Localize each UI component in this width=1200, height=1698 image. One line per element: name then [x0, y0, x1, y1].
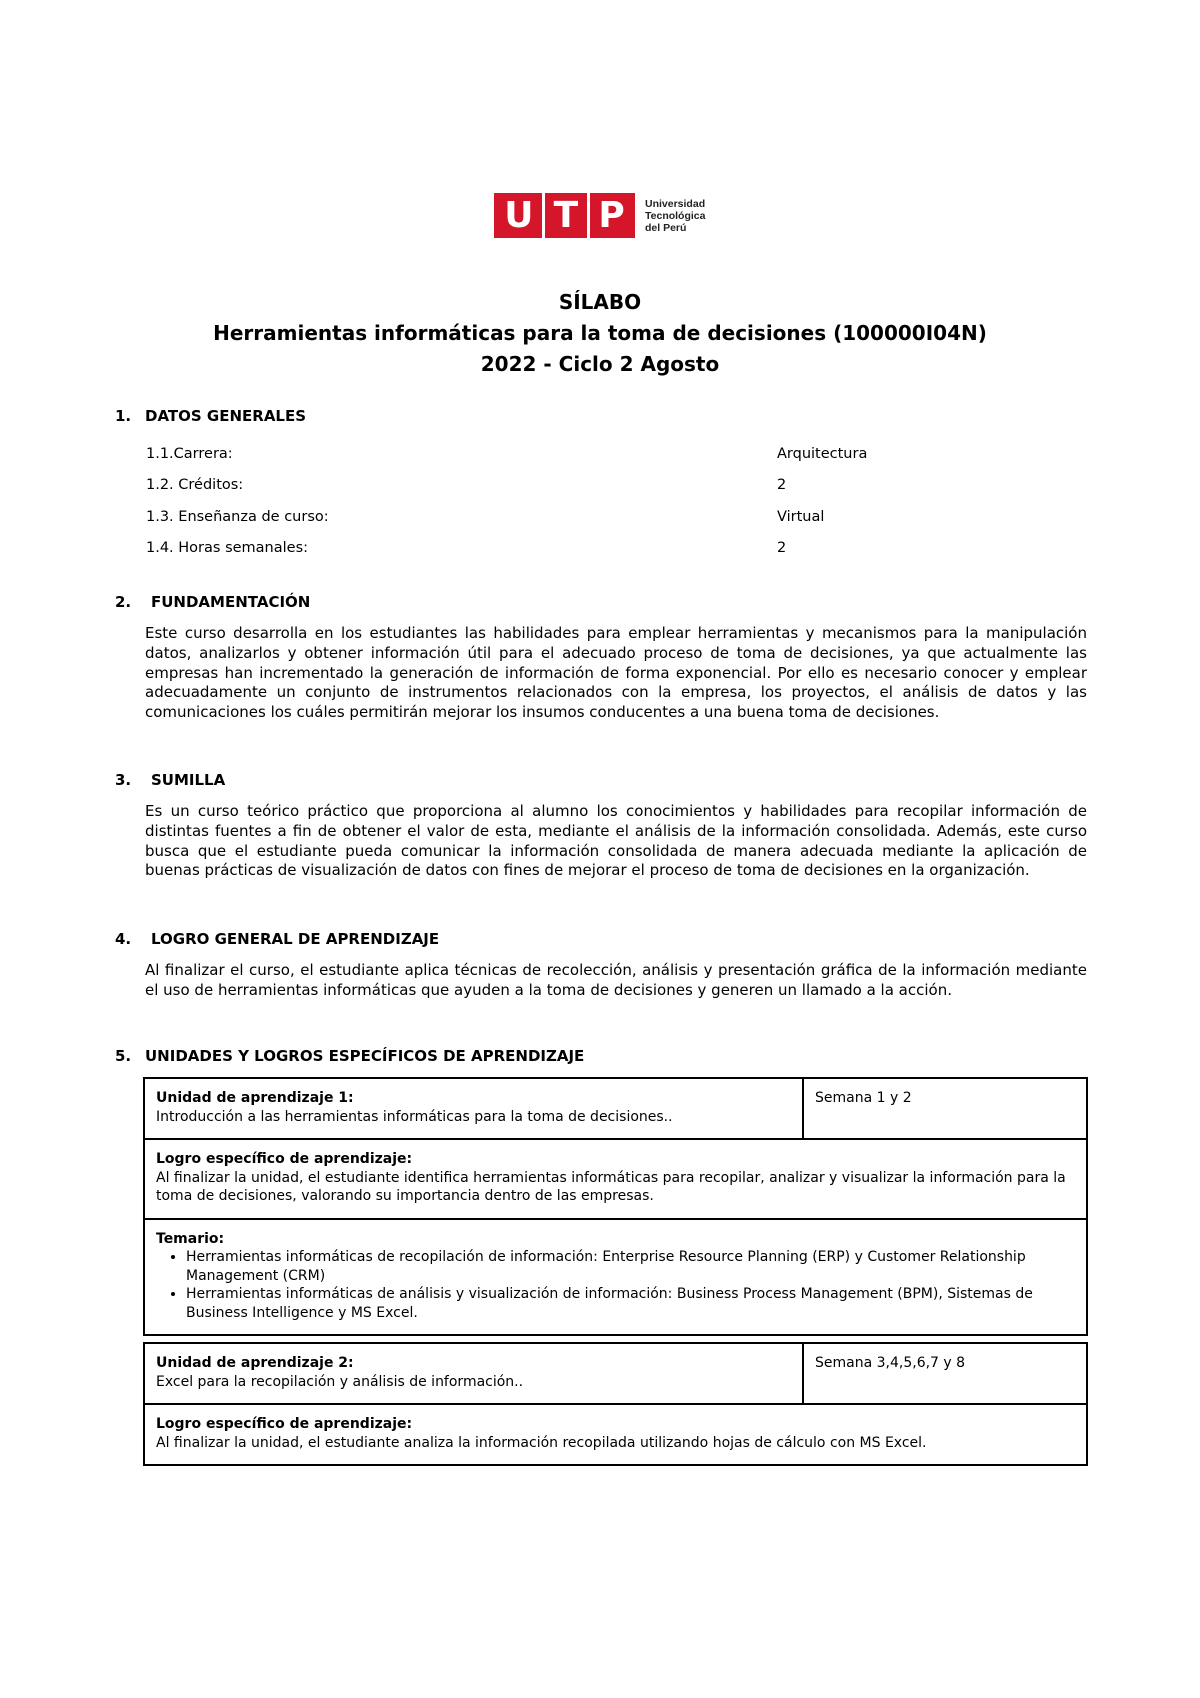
section-2-number: 2.: [115, 593, 132, 611]
section-3-heading: SUMILLA: [151, 771, 226, 789]
datos-creditos-value: 2: [777, 477, 787, 493]
unit-1-temario-label: Temario:: [156, 1230, 225, 1247]
course-period: 2022 - Ciclo 2 Agosto: [480, 352, 720, 376]
utp-logo: [494, 193, 705, 238]
logo-text-line: Universidad: [645, 197, 706, 210]
unit-1-temario-list: [156, 1248, 1075, 1322]
unit-2-weeks: Semana 3,4,5,6,7 y 8: [815, 1355, 966, 1371]
section-1-heading: DATOS GENERALES: [145, 407, 307, 425]
unit-1-weeks-cell: [803, 1078, 1087, 1139]
unit-1-title-cell: [144, 1078, 803, 1139]
logo-letter-u: U: [504, 195, 534, 236]
datos-carrera-value: Arquitectura: [777, 446, 868, 462]
fundamentacion-text: Este curso desarrolla en los estudiantes las habilidades para emplear herramientas y mecanismos para la manipulación datos, analizarlos y obtener información útil para el adecuado proceso de toma de decisiones, ya que actualmente las empresas han incrementado la generación de información de forma exponencial. Por ello es necesario conocer y emplear adecuadamente un conjunto de instrumentos relacionados con la empresa, los proyectos, el análisis de datos y las comunicaciones los cuáles permitirán mejorar los insumos conducentes a una buena toma de decisiones.: [145, 624, 1087, 722]
unit-2-name: Excel para la recopilación y análisis de información..: [156, 1373, 524, 1390]
logo-letter-t: T: [553, 195, 579, 236]
section-2-heading: FUNDAMENTACIÓN: [151, 593, 311, 611]
unit-2-logro-row: [144, 1404, 1087, 1465]
unit-1-logro-text: Al finalizar la unidad, el estudiante identifica herramientas informáticas para recopilar, analizar y visualizar la información para la toma de decisiones, valorando su importancia dentro de las empresas.: [156, 1169, 1066, 1204]
unit-1-temario-row: [144, 1219, 1087, 1336]
unit-2-title-cell: [144, 1343, 803, 1404]
datos-creditos-label: 1.2. Créditos:: [146, 477, 244, 493]
section-4-number: 4.: [115, 930, 132, 948]
unit-2-table: [143, 1342, 1088, 1466]
unit-1-weeks: Semana 1 y 2: [815, 1090, 912, 1106]
logo-text-line: Tecnológica: [645, 209, 706, 222]
document-header: [0, 287, 1200, 380]
section-1-number: 1.: [115, 407, 132, 425]
logo-letter-p: P: [598, 195, 625, 236]
temario-item: • Herramientas informáticas de análisis y visualización de información: Business Process Management (BPM), Sistemas de Business Intelligence y MS Excel.: [186, 1285, 1075, 1322]
logo-separator: [587, 193, 590, 238]
section-4-heading: LOGRO GENERAL DE APRENDIZAJE: [151, 930, 440, 948]
logro-general-text: Al finalizar el curso, el estudiante aplica técnicas de recolección, análisis y presentación gráfica de la información mediante el uso de herramientas informáticas que ayuden a la toma de decisiones y generen un llamado a la acción.: [145, 961, 1087, 999]
logo-text-line: del Perú: [645, 221, 687, 234]
datos-horas-label: 1.4. Horas semanales:: [146, 540, 309, 556]
unit-1-name: Introducción a las herramientas informáticas para la toma de decisiones..: [156, 1108, 673, 1125]
logo-wordmark: [645, 198, 705, 234]
unit-2-weeks-cell: [803, 1343, 1087, 1404]
section-3-number: 3.: [115, 771, 132, 789]
unit-1-label: Unidad de aprendizaje 1:: [156, 1090, 354, 1106]
section-5-number: 5.: [115, 1047, 132, 1065]
unit-1-table: [143, 1077, 1088, 1336]
logo-separator: [542, 193, 545, 238]
datos-ensenanza-label: 1.3. Enseñanza de curso:: [146, 509, 329, 525]
document-title: SÍLABO: [558, 290, 642, 314]
unit-2-logro-text: Al finalizar la unidad, el estudiante analiza la información recopilada utilizando hojas de cálculo con MS Excel.: [156, 1434, 927, 1451]
datos-horas-value: 2: [777, 540, 787, 556]
unit-2-logro-label: Logro específico de aprendizaje:: [156, 1416, 413, 1432]
sumilla-text: Es un curso teórico práctico que proporciona al alumno los conocimientos y habilidades para recopilar información de distintas fuentes a fin de obtener el valor de esta, mediante el análisis de la información consolidada. Además, este curso busca que el estudiante pueda comunicar la información consolidada de manera adecuada mediante la aplicación de buenas prácticas de visualización de datos con fines de mejorar el proceso de toma de decisiones en la organización.: [145, 802, 1087, 880]
unit-1-temario-cell: [144, 1219, 1087, 1336]
unit-1-logro-label: Logro específico de aprendizaje:: [156, 1151, 413, 1167]
unit-1-header-row: [144, 1078, 1087, 1139]
course-title: Herramientas informáticas para la toma de decisiones (100000I04N): [213, 321, 987, 345]
datos-ensenanza-value: Virtual: [777, 509, 825, 525]
unit-2-label: Unidad de aprendizaje 2:: [156, 1355, 354, 1371]
unit-1-logro-row: [144, 1139, 1087, 1219]
unit-1-logro-cell: [144, 1139, 1087, 1219]
section-5-heading: UNIDADES Y LOGROS ESPECÍFICOS DE APRENDIZAJE: [145, 1047, 585, 1065]
temario-item: • Herramientas informáticas de recopilación de información: Enterprise Resource Planning (ERP) y Customer Relationship Management (CRM): [186, 1248, 1075, 1285]
datos-carrera-label: 1.1.Carrera:: [146, 446, 233, 462]
unit-2-logro-cell: [144, 1404, 1087, 1465]
utp-logo-mark: [494, 193, 635, 238]
unit-2-header-row: [144, 1343, 1087, 1404]
